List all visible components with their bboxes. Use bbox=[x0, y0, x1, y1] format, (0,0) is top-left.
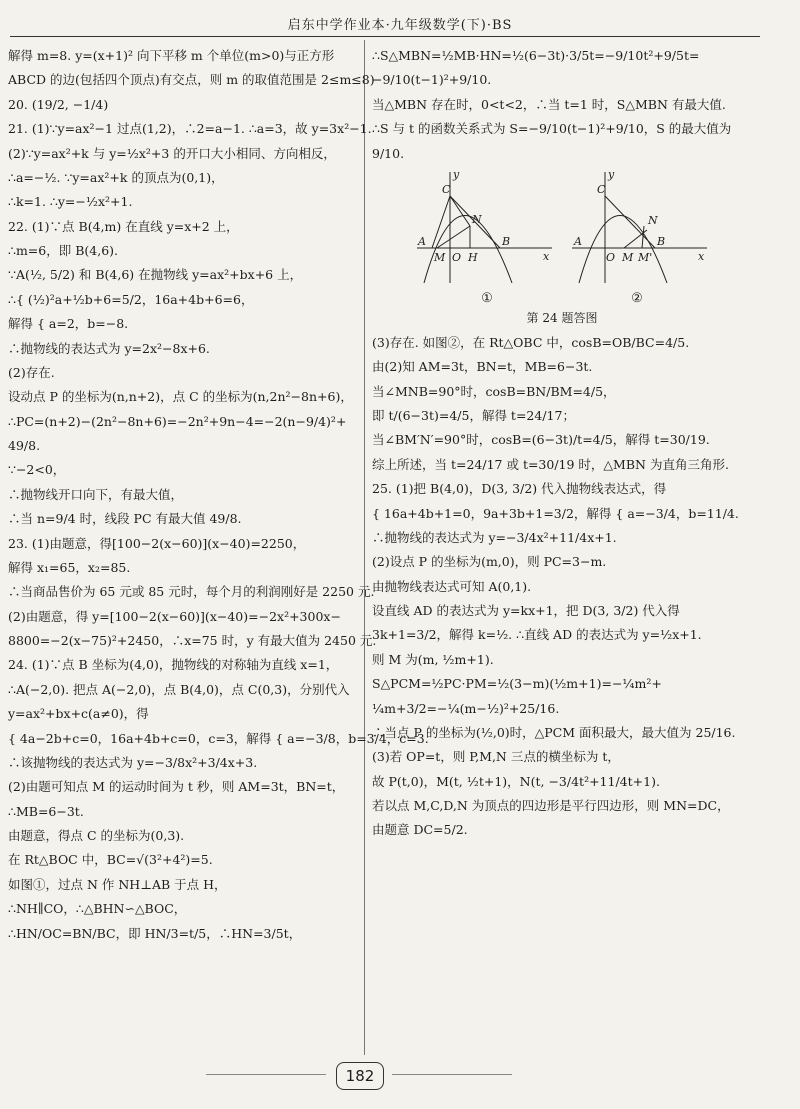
text-line: ∴PC=(n+2)−(2n²−8n+6)=−2n²+9n−4=−2(n−9/4)²+ bbox=[8, 413, 347, 429]
page-number-rule-left bbox=[206, 1074, 326, 1075]
text-line: (2)由题意，得 y=[100−2(x−60)](x−40)=−2x²+300x− bbox=[8, 608, 341, 624]
text-line: 即 t/(6−3t)=4/5，解得 t=24/17； bbox=[372, 408, 575, 424]
text-line: 则 M 为(m, ½m+1). bbox=[372, 651, 494, 667]
text-line: 20. (19/2, −1/4) bbox=[8, 96, 109, 112]
text-line: (2)由题可知点 M 的运动时间为 t 秒，则 AM=3t，BN=t， bbox=[8, 779, 345, 795]
text-line: { 16a+4b+1=0，9a+3b+1=3/2，解得 { a=−3/4，b=11/4. bbox=[372, 505, 739, 521]
label-point: N bbox=[648, 213, 658, 227]
text-line: ∴A(−2,0). 把点 A(−2,0)，点 B(4,0)，点 C(0,3)，分别代入 bbox=[8, 681, 350, 697]
panel-label: ① bbox=[481, 291, 493, 307]
text-line: 9/10. bbox=[372, 145, 405, 161]
label-point: O bbox=[452, 250, 462, 264]
parabola-diagrams bbox=[412, 168, 712, 288]
diagram-1-labels bbox=[417, 168, 550, 264]
text-line: ∴当商品售价为 65 元或 85 元时，每个月的利润刚好是 2250 元. bbox=[8, 584, 375, 600]
label-point: A bbox=[418, 234, 426, 248]
text-line: ∴k=1. ∴y=−½x²+1. bbox=[8, 194, 133, 210]
text-line: ∴HN/OC=BN/BC，即 HN/3=t/5，∴HN=3/5t， bbox=[8, 925, 302, 941]
text-line: ∴{ (½)²a+½b+6=5/2，16a+4b+6=6， bbox=[8, 291, 254, 307]
text-line: ∴S△MBN=½MB·HN=½(6−3t)·3/5t=−9/10t²+9/5t= bbox=[372, 48, 700, 63]
text-line: S△PCM=½PC·PM=½(3−m)(½m+1)=−¼m²+ bbox=[372, 676, 662, 692]
text-line: y=ax²+bx+c(a≠0)，得 bbox=[8, 706, 149, 722]
segment-cn bbox=[450, 196, 470, 226]
text-line: 49/8. bbox=[8, 438, 41, 453]
text-line: 21. (1)∵y=ax²−1 过点(1,2)，∴2=a−1. ∴a=3，故 y=3x²−1. bbox=[8, 121, 372, 137]
label-point: M bbox=[622, 250, 634, 264]
text-line: ∴S 与 t 的函数关系式为 S=−9/10(t−1)²+9/10，S 的最大值为 bbox=[372, 121, 732, 137]
text-line: 由(2)知 AM=3t，BN=t，MB=6−3t. bbox=[372, 359, 593, 375]
text-line: 25. (1)把 B(4,0)，D(3, 3/2) 代入抛物线表达式，得 bbox=[372, 481, 667, 497]
figure-panel-labels bbox=[412, 289, 712, 309]
text-line: 如图①，过点 N 作 NH⊥AB 于点 H， bbox=[8, 876, 227, 892]
text-line: ∵−2<0， bbox=[8, 462, 66, 478]
label-point: C bbox=[597, 182, 606, 196]
figure-caption: 第 24 题答图 bbox=[526, 311, 598, 326]
column-divider bbox=[364, 40, 365, 1055]
text-line: { 4a−2b+c=0，16a+4b+c=0，c=3，解得 { a=−3/8，b=3/4，c=3. bbox=[8, 730, 429, 746]
text-line: ∴当 n=9/4 时，线段 PC 有最大值 49/8. bbox=[8, 511, 242, 527]
text-line: ∴抛物线的表达式为 y=−3/4x²+11/4x+1. bbox=[372, 529, 617, 545]
right-column bbox=[372, 46, 767, 845]
text-line: ∵A(½, 5/2) 和 B(4,6) 在抛物线 y=ax²+bx+6 上， bbox=[8, 267, 303, 283]
text-line: 解得 { a=2，b=−8. bbox=[8, 316, 129, 332]
text-line: 由抛物线表达式可知 A(0,1). bbox=[372, 578, 532, 594]
text-line: 由题意，得点 C 的坐标为(0,3). bbox=[8, 828, 185, 843]
label-axis: y bbox=[453, 167, 460, 181]
segment-mn bbox=[437, 226, 470, 248]
text-line: 由题意 DC=5/2. bbox=[372, 822, 468, 838]
text-line: 设动点 P 的坐标为(n,n+2)，点 C 的坐标为(n,2n²−8n+6)， bbox=[8, 389, 353, 405]
text-line: ∴m=6，即 B(4,6). bbox=[8, 243, 118, 258]
label-axis: x bbox=[543, 249, 550, 263]
text-line: 设直线 AD 的表达式为 y=kx+1，把 D(3, 3/2) 代入得 bbox=[372, 603, 680, 619]
label-point: M' bbox=[638, 250, 653, 264]
text-line: 8800=−2(x−75)²+2450，∴x=75 时，y 有最大值为 2450 元. bbox=[8, 633, 377, 648]
text-line: ∴当点 P 的坐标为(½,0)时，△PCM 面积最大，最大值为 25/16. bbox=[372, 724, 736, 740]
diagram-1 bbox=[417, 172, 552, 283]
text-line: 解得 x₁=65，x₂=85. bbox=[8, 559, 131, 575]
label-point: C bbox=[442, 182, 451, 196]
text-line: (2)存在. bbox=[8, 364, 55, 380]
text-line: ∴抛物线开口向下，有最大值， bbox=[8, 486, 184, 502]
page-header: 启东中学作业本·九年级数学(下)·BS bbox=[287, 18, 513, 33]
page-number: 182 bbox=[336, 1062, 384, 1090]
label-point: B bbox=[502, 234, 511, 248]
label-axis: y bbox=[608, 167, 615, 181]
segment-ac bbox=[432, 196, 450, 248]
text-line: ∴a=−½. ∵y=ax²+k 的顶点为(0,1)， bbox=[8, 169, 224, 185]
text-line: 在 Rt△BOC 中，BC=√(3²+4²)=5. bbox=[8, 852, 213, 868]
text-line: 若以点 M,C,D,N 为顶点的四边形是平行四边形，则 MN=DC， bbox=[372, 798, 730, 814]
text-line: 24. (1)∵点 B 坐标为(4,0)，抛物线的对称轴为直线 x=1， bbox=[8, 657, 339, 673]
label-point: M bbox=[434, 250, 446, 264]
label-point: A bbox=[574, 234, 582, 248]
text-line: (3)若 OP=t，则 P,M,N 三点的横坐标为 t， bbox=[372, 749, 620, 765]
panel-label: ② bbox=[631, 291, 643, 307]
text-line: ¼m+3/2=−¼(m−½)²+25/16. bbox=[372, 700, 560, 716]
header-rule bbox=[10, 36, 760, 37]
text-line: 故 P(t,0)，M(t, ½t+1)，N(t, −3/4t²+11/4t+1). bbox=[372, 773, 660, 789]
text-line: ∴NH∥CO，∴△BHN∽△BOC， bbox=[8, 901, 187, 917]
page-number-rule-right bbox=[392, 1074, 512, 1075]
parabola-curve bbox=[424, 212, 512, 283]
text-line: 3k+1=3/2，解得 k=½. ∴直线 AD 的表达式为 y=½x+1. bbox=[372, 627, 702, 643]
text-line: (2)设点 P 的坐标为(m,0)，则 PC=3−m. bbox=[372, 554, 607, 570]
text-line: ABCD 的边(包括四个顶点)有交点，则 m 的取值范围是 2≤m≤8) bbox=[8, 72, 375, 88]
label-point: H bbox=[468, 250, 478, 264]
text-line: 当△MBN 存在时，0<t<2，∴当 t=1 时，S△MBN 有最大值. bbox=[372, 96, 726, 112]
diagram-2-labels bbox=[573, 168, 705, 264]
text-line: −9/10(t−1)²+9/10. bbox=[372, 72, 492, 88]
text-line: 当∠BM′N′=90°时，cosB=(6−3t)/t=4/5，解得 t=30/19. bbox=[372, 432, 710, 448]
text-line: 当∠MNB=90°时，cosB=BN/BM=4/5， bbox=[372, 383, 616, 399]
text-line: 解得 m=8. y=(x+1)² 向下平移 m 个单位(m>0)与正方形 bbox=[8, 48, 335, 63]
text-line: 23. (1)由题意，得[100−2(x−60)](x−40)=2250， bbox=[8, 535, 306, 551]
figure-24 bbox=[412, 168, 712, 328]
label-point: O bbox=[606, 250, 616, 264]
text-line: (2)∵y=ax²+k 与 y=½x²+3 的开口大小相同、方向相反， bbox=[8, 145, 336, 161]
text-line: ∴抛物线的表达式为 y=2x²−8x+6. bbox=[8, 340, 210, 356]
segment-m2n2 bbox=[642, 226, 644, 248]
label-axis: x bbox=[698, 249, 705, 263]
label-point: N bbox=[472, 212, 482, 226]
label-point: B bbox=[657, 234, 666, 248]
diagram-2 bbox=[572, 172, 707, 283]
text-line: ∴MB=6−3t. bbox=[8, 803, 84, 819]
text-line: (3)存在. 如图②，在 Rt△OBC 中，cosB=OB/BC=4/5. bbox=[372, 334, 690, 350]
text-line: 综上所述，当 t=24/17 或 t=30/19 时，△MBN 为直角三角形. bbox=[372, 456, 729, 472]
text-line: 22. (1)∵点 B(4,m) 在直线 y=x+2 上， bbox=[8, 218, 239, 234]
text-line: ∴该抛物线的表达式为 y=−3/8x²+3/4x+3. bbox=[8, 754, 258, 770]
